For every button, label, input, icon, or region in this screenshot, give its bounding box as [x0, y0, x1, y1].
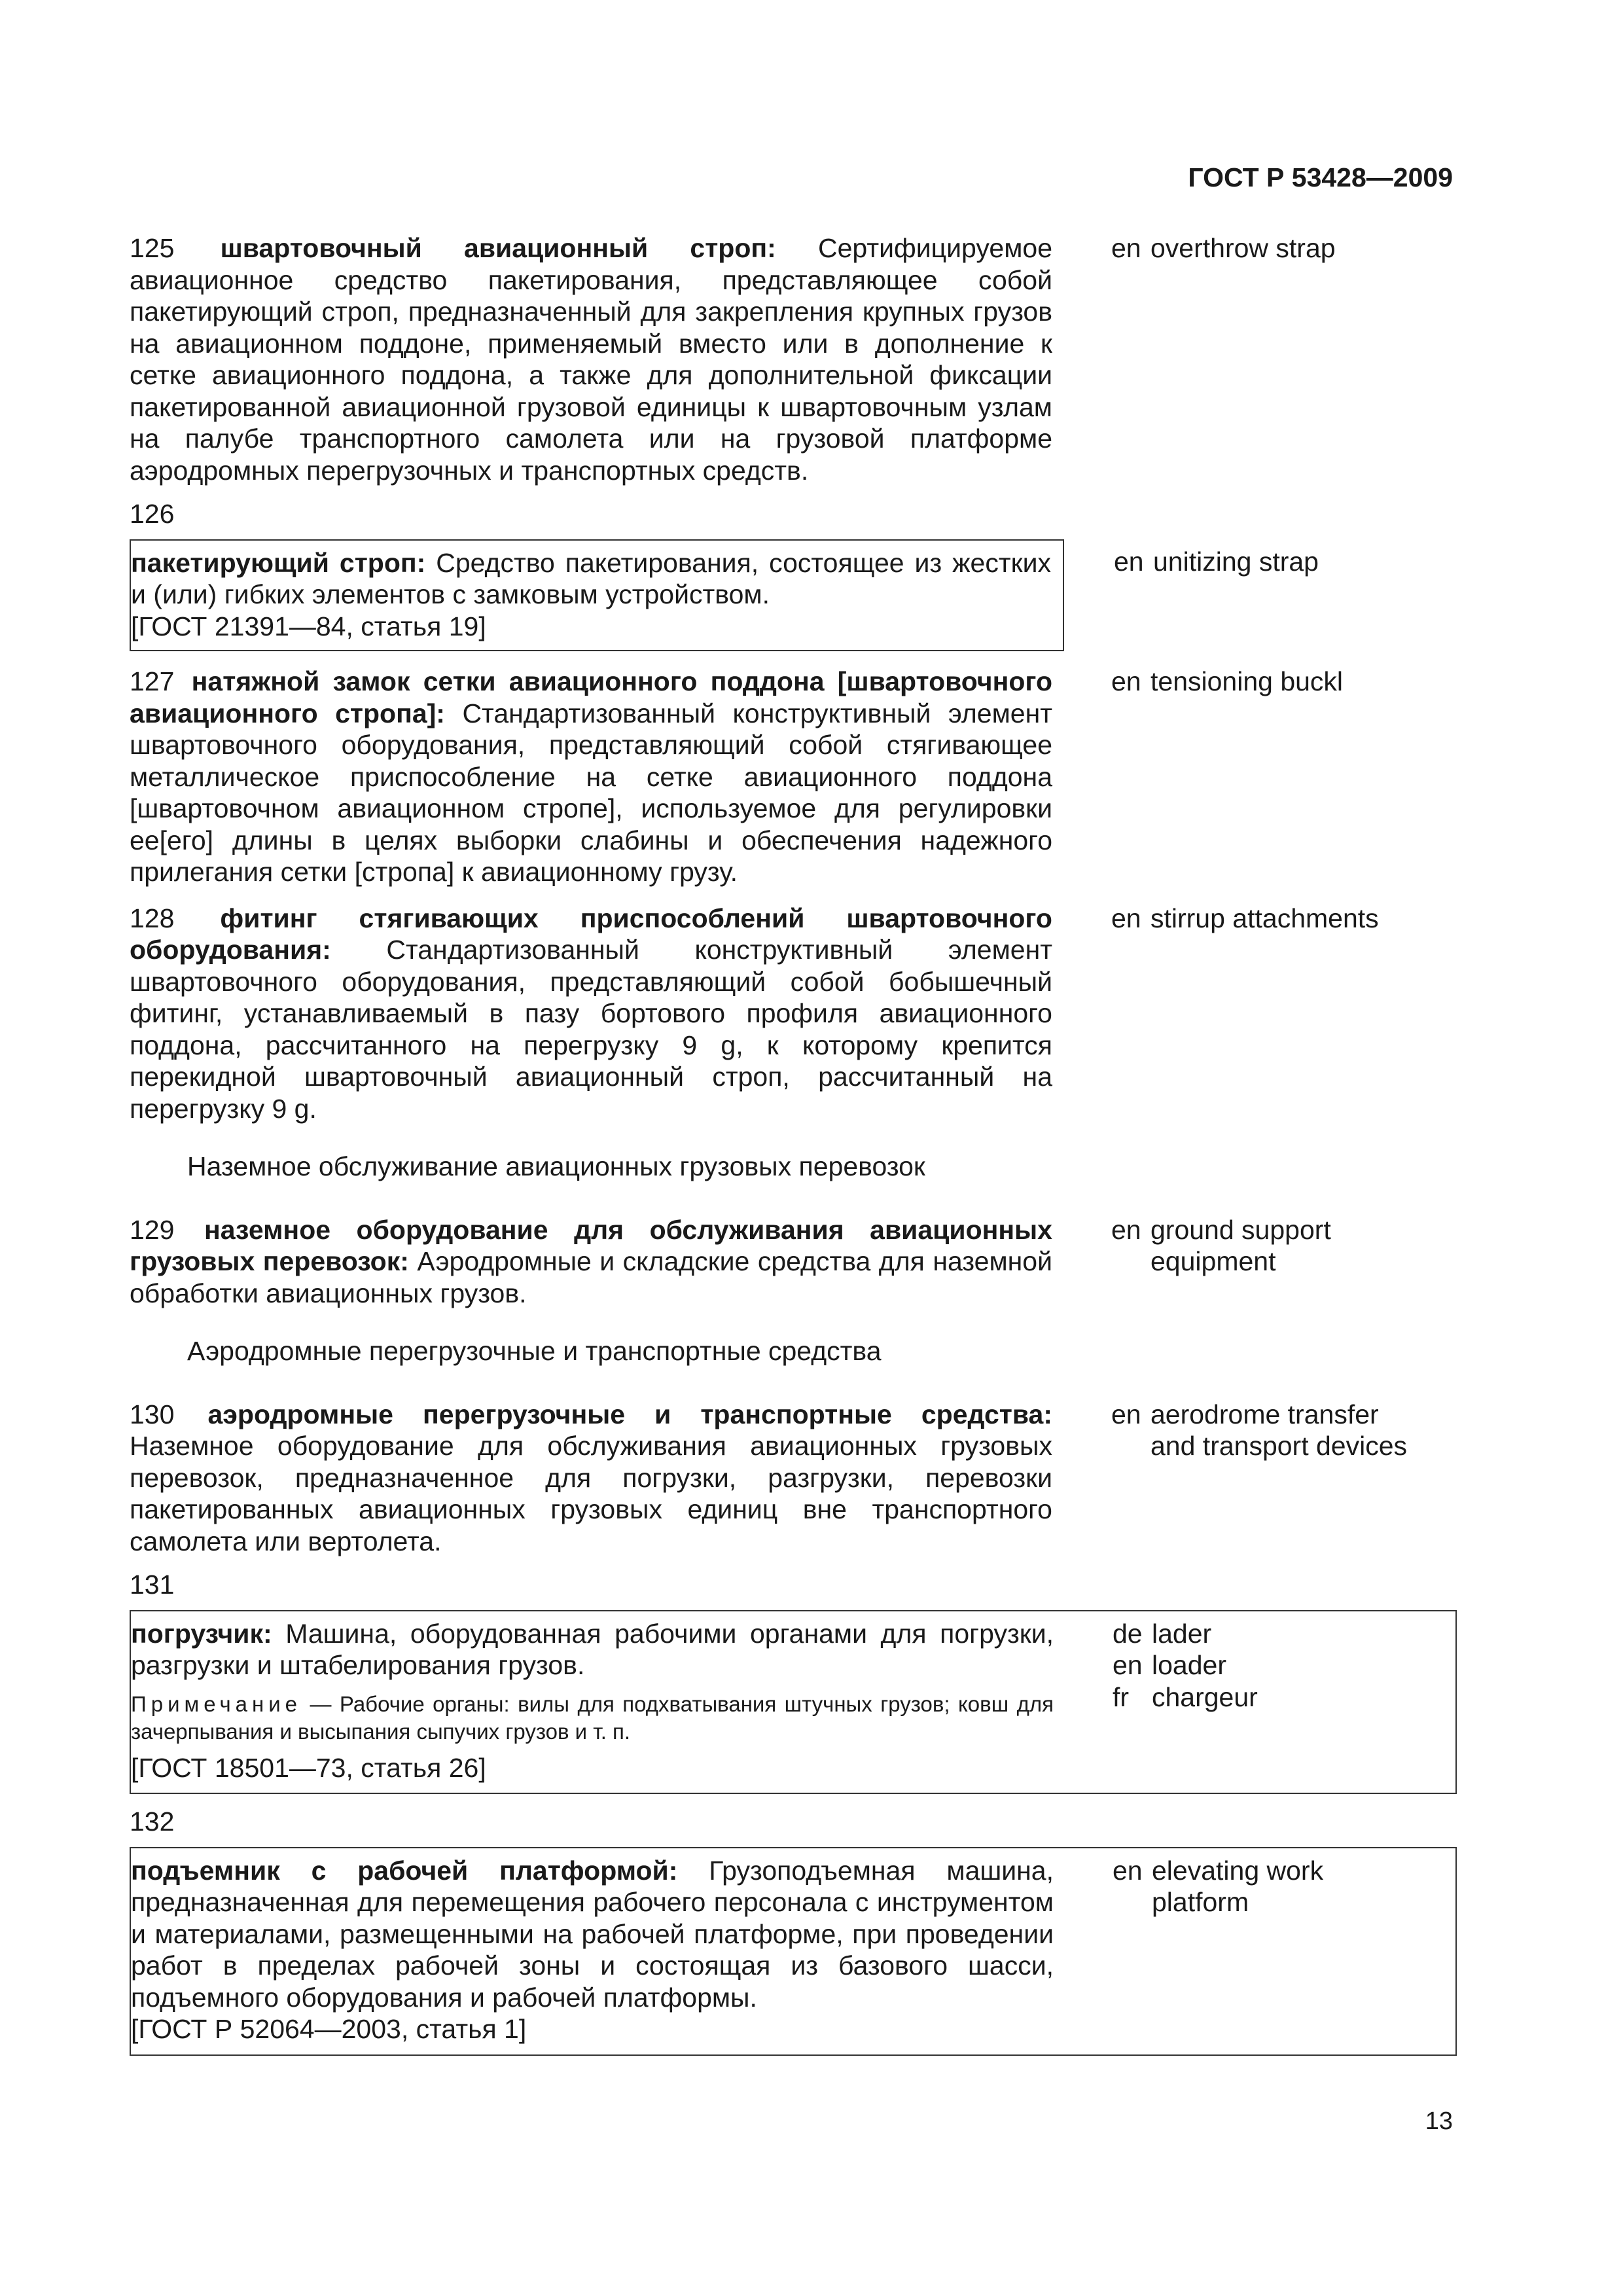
term-reference: [ГОСТ Р 52064—2003, статья 1]: [131, 2014, 527, 2044]
term-reference: [ГОСТ 21391—84, статья 19]: [131, 611, 486, 641]
lang-code: en: [1113, 1650, 1143, 1680]
term-definition: Наземное оборудование для обслуживания авиационных грузовых перевозок, предназначенное для погрузки, разгрузки, перевозки пакетированных авиационных грузовых единиц вне транспортного самолета или вертолета.: [130, 1431, 1052, 1556]
document-header: ГОСТ Р 53428—2009: [1188, 162, 1453, 192]
equivalent-term: overthrow strap: [1150, 233, 1336, 263]
term-text: [131, 547, 1051, 643]
term-entry-125: [130, 232, 1454, 486]
equivalent-term-continued: equipment: [1150, 1246, 1276, 1276]
term-equivalents: [1111, 1399, 1452, 1558]
term-name: натяжной замок сетки авиационного поддона [швартовочного авиационного стропа]:: [130, 666, 1052, 728]
term-text: [130, 1214, 1052, 1310]
page-number: 13: [1425, 2108, 1453, 2135]
term-number-126: 126: [130, 499, 175, 529]
term-text: [131, 1618, 1054, 1784]
section-heading-aerodrome-devices: Аэродромные перегрузочные и транспортные средства: [187, 1336, 882, 1366]
term-reference: [ГОСТ 18501—73, статья 26]: [131, 1752, 486, 1783]
equivalent-term: chargeur: [1152, 1681, 1258, 1712]
equivalent-en: [1113, 1855, 1440, 1887]
lang-code: en: [1113, 1855, 1143, 1886]
term-name: наземное оборудование для обслуживания авиационных грузовых перевозок:: [130, 1214, 1052, 1276]
note-text: — Рабочие органы: вилы для подхватывания штучных грузов; ковш для зачерпывания и высыпания сыпучих грузов и т. п.: [131, 1691, 1054, 1744]
term-equivalents: [1113, 1618, 1440, 1784]
term-entry-129: [130, 1214, 1454, 1310]
equivalent-en: [1111, 903, 1452, 935]
term-definition: Средство пакетирования, состоящее из жестких и (или) гибких элементов с замковым устройством.: [131, 547, 1051, 609]
term-text: [130, 666, 1052, 888]
term-note: [131, 1691, 1054, 1746]
term-text: [130, 1399, 1052, 1558]
equivalent-en: [1111, 1214, 1452, 1246]
term-text: [131, 1855, 1054, 2045]
term-number: 129: [130, 1214, 175, 1245]
term-definition: Стандартизованный конструктивный элемент швартовочного оборудования, представляющий собой стягивающее металлическое приспособление на сетке авиационного поддона [швартовочном авиационном стропе], используемое для регулировки ее[его] длины в целях выборки слабины и обеспечения надежного прилегания сетки [стропа] к авиационному грузу.: [130, 698, 1052, 887]
term-text: [130, 903, 1052, 1125]
term-number: 127: [130, 666, 175, 696]
term-equivalents: [1113, 1855, 1440, 2045]
term-equivalents: [1111, 903, 1452, 1125]
equivalent-term: stirrup attachments: [1150, 903, 1379, 933]
term-name: швартовочный авиационный строп:: [220, 233, 776, 263]
term-definition: Аэродромные и складские средства для наземной обработки авиационных грузов.: [130, 1246, 1052, 1308]
term-name: пакетирующий строп:: [131, 547, 426, 578]
term-equivalents: [1114, 546, 1454, 652]
equivalent-term: lader: [1152, 1618, 1212, 1649]
term-equivalents: [1111, 666, 1452, 888]
lang-code: en: [1114, 546, 1144, 577]
section-heading-ground-service: Наземное обслуживание авиационных грузовых перевозок: [187, 1151, 925, 1181]
lang-code: de: [1113, 1618, 1143, 1649]
equivalent-fr: [1113, 1681, 1440, 1713]
term-box-132: [130, 1847, 1457, 2056]
lang-code: fr: [1113, 1681, 1130, 1712]
term-number: 125: [130, 233, 175, 263]
equivalent-term: unitizing strap: [1153, 546, 1319, 577]
equivalent-term: elevating work: [1152, 1855, 1324, 1886]
equivalent-term-continued: platform: [1152, 1887, 1249, 1917]
equivalent-term: tensioning buckl: [1150, 666, 1344, 696]
term-number: 130: [130, 1399, 175, 1429]
term-name: погрузчик:: [131, 1618, 272, 1649]
term-entry-128: [130, 903, 1454, 1125]
note-label: Примечание: [131, 1691, 302, 1716]
equivalent-de: [1113, 1618, 1440, 1650]
term-equivalents: [1111, 232, 1452, 486]
term-box-131: [130, 1610, 1457, 1795]
term-definition: Грузоподъемная машина, предназначенная для перемещения рабочего персонала с инструментом и материалами, размещенными на рабочей платформе, при проведении работ в пределах рабочей зоны и состоящая из базового шасси, подъемного оборудования и рабочей платформы.: [131, 1855, 1054, 2013]
term-name: аэродромные перегрузочные и транспортные средства:: [207, 1399, 1052, 1429]
term-definition: Стандартизованный конструктивный элемент швартовочного оборудования, представляющий собой бобышечный фитинг, устанавливаемый в пазу бортового профиля авиационного поддона, рассчитанного на перегрузку 9 g, к которому крепится перекидной швартовочный авиационный строп, рассчитанный на перегрузку 9 g.: [130, 935, 1052, 1124]
equivalent-en: [1111, 666, 1452, 698]
equivalent-en: [1111, 232, 1452, 264]
equivalent-en: [1113, 1649, 1440, 1681]
lang-code: en: [1111, 903, 1141, 933]
term-entry-126: [130, 530, 1454, 652]
term-definition: Сертифицируемое авиационное средство пакетирования, представляющее собой пакетирующий строп, предназначенный для закрепления крупных грузов на авиационном поддоне, применяемый вместо или в дополнение к сетке авиационного поддона, а также для дополнительной фиксации пакетированной авиационной грузовой единицы к швартовочным узлам на палубе транспортного самолета или на грузовой платформе аэродромных перегрузочных и транспортных средств.: [130, 233, 1052, 486]
term-entry-132: [131, 1855, 1455, 2045]
equivalent-term: aerodrome transfer: [1150, 1399, 1379, 1429]
term-equivalents: [1111, 1214, 1452, 1310]
term-text: [130, 232, 1052, 486]
term-entry-127: [130, 666, 1454, 888]
equivalent-term: ground support: [1150, 1214, 1331, 1245]
equivalent-term: loader: [1152, 1650, 1226, 1680]
term-number-132: 132: [130, 1806, 175, 1837]
term-box-126: [130, 539, 1064, 652]
equivalent-en: [1114, 546, 1454, 578]
lang-code: en: [1111, 233, 1141, 263]
terms-list: [130, 232, 1454, 2056]
term-number-131: 131: [130, 1570, 175, 1600]
term-entry-130: [130, 1399, 1454, 1558]
lang-code: en: [1111, 1399, 1141, 1429]
term-number: 128: [130, 903, 175, 933]
term-name: фитинг стягивающих приспособлений швартовочного оборудования:: [130, 903, 1052, 965]
lang-code: en: [1111, 666, 1141, 696]
term-definition: Машина, оборудованная рабочими органами для погрузки, разгрузки и штабелирования грузов.: [131, 1618, 1054, 1680]
equivalent-term-continued: and transport devices: [1150, 1431, 1408, 1461]
equivalent-en: [1111, 1399, 1452, 1431]
term-entry-131: [131, 1618, 1455, 1784]
lang-code: en: [1111, 1214, 1141, 1245]
term-name: подъемник с рабочей платформой:: [131, 1855, 678, 1886]
